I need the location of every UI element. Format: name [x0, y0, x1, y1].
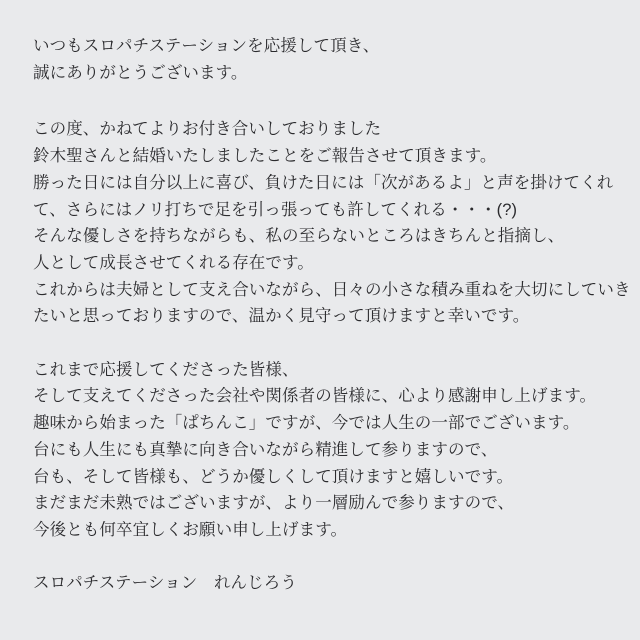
paragraph-greeting: [33, 33, 622, 86]
letter-line: これまで応援してくださった皆様、: [33, 360, 299, 379]
letter-line: 勝った日には自分以上に喜び、負けた日には「次があるよ」と声を掛けてくれ: [33, 173, 614, 192]
letter-line: 今後とも何卒宜しくお願い申し上げます。: [33, 520, 348, 539]
signature-block: [33, 570, 622, 597]
letter-line: 人として成長させてくれる存在です。: [33, 253, 314, 272]
letter-line: まだまだ未熟ではございますが、より一層励んで参りますので、: [33, 494, 515, 513]
letter-line: 趣味から始まった「ぱちんこ」ですが、今では人生の一部でございます。: [33, 414, 580, 433]
paragraph-thanks: [33, 357, 622, 544]
letter-line: 台にも人生にも真摯に向き合いながら精進して参りますので、: [33, 440, 498, 459]
letter-line: いつもスロパチステーションを応援して頂き、: [33, 37, 380, 55]
letter-line: 誠にありがとうございます。: [33, 63, 248, 82]
letter-line: て、さらにはノリ打ちで足を引っ張っても許してくれる・・・(?): [33, 200, 518, 219]
letter-line: この度、かねてよりお付き合いしておりました: [33, 120, 382, 139]
letter-line: そんな優しさを持ちながらも、私の至らないところはきちんと指摘し、: [33, 227, 565, 246]
letter-line: そして支えてくださった会社や関係者の皆様に、心より感謝申し上げます。: [33, 387, 597, 406]
letter-line: これからは夫婦として支え合いながら、日々の小さな積み重ねを大切にしていき: [33, 280, 631, 299]
letter-line: 鈴木聖さんと結婚いたしましたことをご報告させて頂きます。: [33, 147, 497, 166]
letter-line: 台も、そして皆様も、どうか優しくして頂けますと嬉しいです。: [33, 467, 514, 486]
signature: スロパチステーション れんじろう: [33, 574, 297, 593]
paragraph-marriage-announcement: [33, 116, 631, 330]
letter-line: たいと思っておりますので、温かく見守って頂けますと幸いです。: [33, 307, 530, 326]
